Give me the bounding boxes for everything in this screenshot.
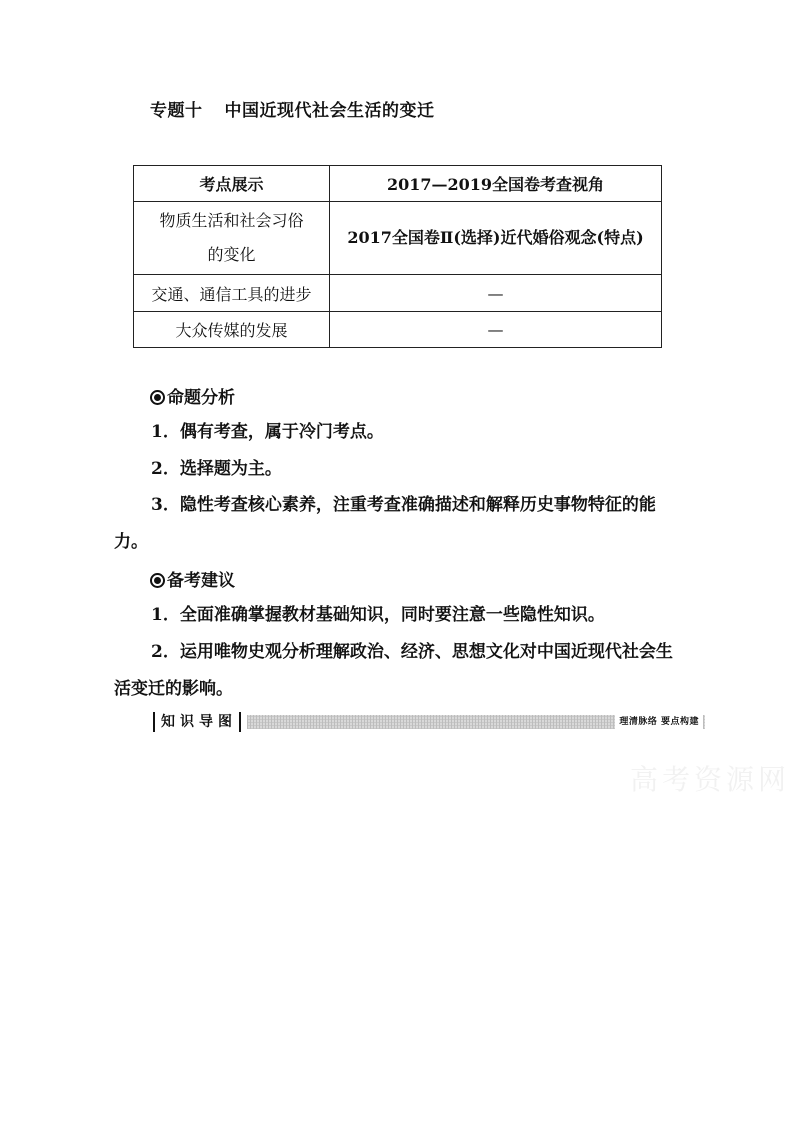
title-topic-number: 专题十 bbox=[150, 101, 203, 121]
table-row bbox=[134, 202, 662, 275]
bullet-circle-icon bbox=[150, 573, 165, 588]
section-heading-text: 命题分析 bbox=[167, 388, 235, 408]
watermark: 高考资源网 bbox=[630, 763, 791, 796]
table-cell-topic: 大众传媒的发展 bbox=[134, 312, 330, 348]
knowledge-map-label: 知识导图 bbox=[153, 712, 241, 732]
knowledge-map-subtitle: 理清脉络 要点构建 bbox=[615, 715, 703, 729]
exam-points-table bbox=[133, 165, 662, 348]
topic-line: 物质生活和社会习俗 bbox=[159, 211, 304, 230]
table-cell-view: 2017全国卷Ⅱ(选择)近代婚俗观念(特点) bbox=[330, 202, 662, 275]
table-cell-topic: 交通、通信工具的进步 bbox=[134, 275, 330, 312]
section-heading-advice bbox=[150, 566, 235, 591]
topic-line: 的变化 bbox=[207, 245, 256, 264]
table-row bbox=[134, 312, 662, 348]
advice-item: 2．运用唯物史观分析理解政治、经济、思想文化对中国近现代社会生活变迁的影响。 bbox=[114, 642, 673, 699]
table-row bbox=[134, 275, 662, 312]
table-cell-view: — bbox=[330, 275, 662, 312]
table-cell-topic bbox=[134, 202, 330, 275]
page-title bbox=[150, 96, 435, 121]
advice-item: 1．全面准确掌握教材基础知识，同时要注意一些隐性知识。 bbox=[151, 605, 605, 625]
section-heading-analysis bbox=[150, 383, 235, 408]
knowledge-map-bar bbox=[153, 712, 705, 732]
bullet-circle-icon bbox=[150, 390, 165, 405]
analysis-item: 2．选择题为主。 bbox=[151, 459, 282, 479]
table-header-row bbox=[134, 166, 662, 202]
title-topic-name: 中国近现代社会生活的变迁 bbox=[224, 101, 435, 121]
section-heading-text: 备考建议 bbox=[167, 571, 235, 591]
analysis-item: 1．偶有考查，属于冷门考点。 bbox=[151, 422, 384, 442]
table-cell-view: — bbox=[330, 312, 662, 348]
table-header-cell: 考点展示 bbox=[134, 166, 330, 202]
table-header-cell: 2017—2019全国卷考查视角 bbox=[330, 166, 662, 202]
analysis-item: 3．隐性考查核心素养，注重考查准确描述和解释历史事物特征的能力。 bbox=[114, 495, 656, 552]
